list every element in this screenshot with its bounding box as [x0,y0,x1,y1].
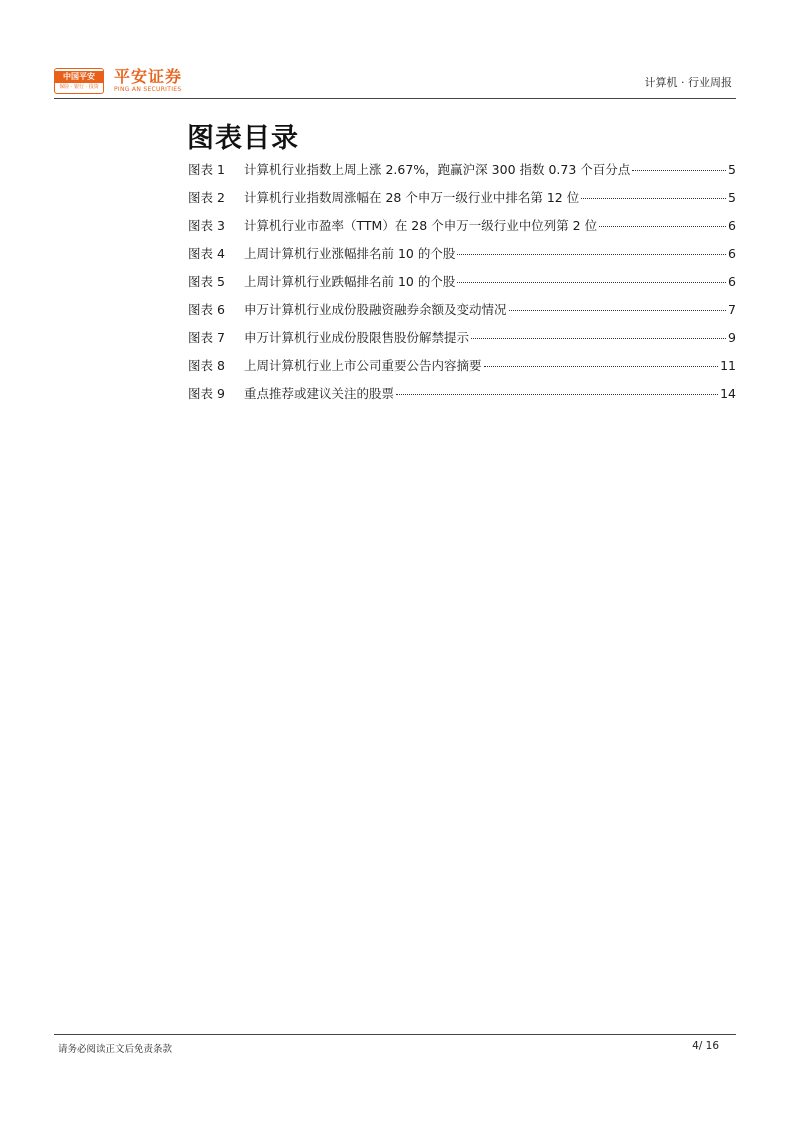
toc-entry[interactable] [188,272,736,300]
toc-entry-text: 申万计算机行业成份股限售股份解禁提示 [244,330,470,345]
toc-leader-dots [581,198,726,199]
toc-entry-text: 上周计算机行业跌幅排名前 10 的个股 [244,274,456,289]
toc-leader-dots [396,394,718,395]
toc-entry-page: 5 [728,190,736,205]
toc-entry[interactable] [188,188,736,216]
toc-entry-text: 计算机行业指数上周上涨 2.67%，跑赢沪深 300 指数 0.73 个百分点 [244,162,631,177]
report-type: 计算机 · 行业周报 [644,76,732,89]
toc-entry[interactable] [188,216,736,244]
toc-entry-page: 14 [720,386,736,401]
toc-entry-text: 计算机行业指数周涨幅在 28 个申万一级行业中排名第 12 位 [244,190,580,205]
toc-entry-page: 5 [728,162,736,177]
toc-entry[interactable] [188,300,736,328]
toc-leader-dots [484,366,719,367]
toc-entry-page: 6 [728,246,736,261]
toc-entry-label: 图表 2 [188,190,225,205]
toc-entry[interactable] [188,160,736,188]
toc-entry[interactable] [188,244,736,272]
header-divider [54,98,736,99]
figure-list [188,160,736,412]
toc-entry-page: 7 [728,302,736,317]
page-number: 4/ 16 [692,1040,719,1052]
toc-entry-label: 图表 6 [188,302,225,317]
footer-disclaimer: 请务必阅读正文后免责条款 [58,1044,173,1055]
toc-leader-dots [457,282,726,283]
toc-entry-label: 图表 5 [188,274,225,289]
toc-entry-label: 图表 4 [188,246,225,261]
toc-entry-page: 6 [728,274,736,289]
toc-entry[interactable] [188,328,736,356]
toc-title: 图表目录 [187,123,299,154]
toc-entry-text: 上周计算机行业涨幅排名前 10 的个股 [244,246,456,261]
toc-entry-page: 11 [720,358,736,373]
logo-chinese-name: 平安证券 [114,67,183,86]
logo-english-name: PING AN SECURITIES [114,86,182,93]
toc-leader-dots [632,170,726,171]
logo-badge-bottom-text: 保险 · 银行 · 投资 [59,83,99,90]
toc-leader-dots [599,226,726,227]
toc-entry-text: 重点推荐或建议关注的股票 [244,386,395,401]
toc-entry-text: 上周计算机行业上市公司重要公告内容摘要 [244,358,482,373]
footer-divider [54,1034,736,1035]
logo-badge-top-text: 中国平安 [55,71,103,83]
toc-entry-label: 图表 9 [188,386,225,401]
toc-leader-dots [471,338,726,339]
toc-entry-label: 图表 7 [188,330,225,345]
toc-entry-page: 6 [728,218,736,233]
toc-entry-label: 图表 8 [188,358,225,373]
toc-entry-page: 9 [728,330,736,345]
toc-entry-text: 申万计算机行业成份股融资融券余额及变动情况 [244,302,507,317]
pingan-badge-icon [54,68,104,94]
page-header [54,64,736,98]
toc-entry[interactable] [188,356,736,384]
toc-leader-dots [509,310,727,311]
toc-entry-label: 图表 1 [188,162,225,177]
toc-entry-text: 计算机行业市盈率（TTM）在 28 个申万一级行业中位列第 2 位 [244,218,598,233]
toc-leader-dots [457,254,726,255]
toc-entry[interactable] [188,384,736,412]
pingan-securities-logo [54,64,182,98]
toc-entry-label: 图表 3 [188,218,225,233]
